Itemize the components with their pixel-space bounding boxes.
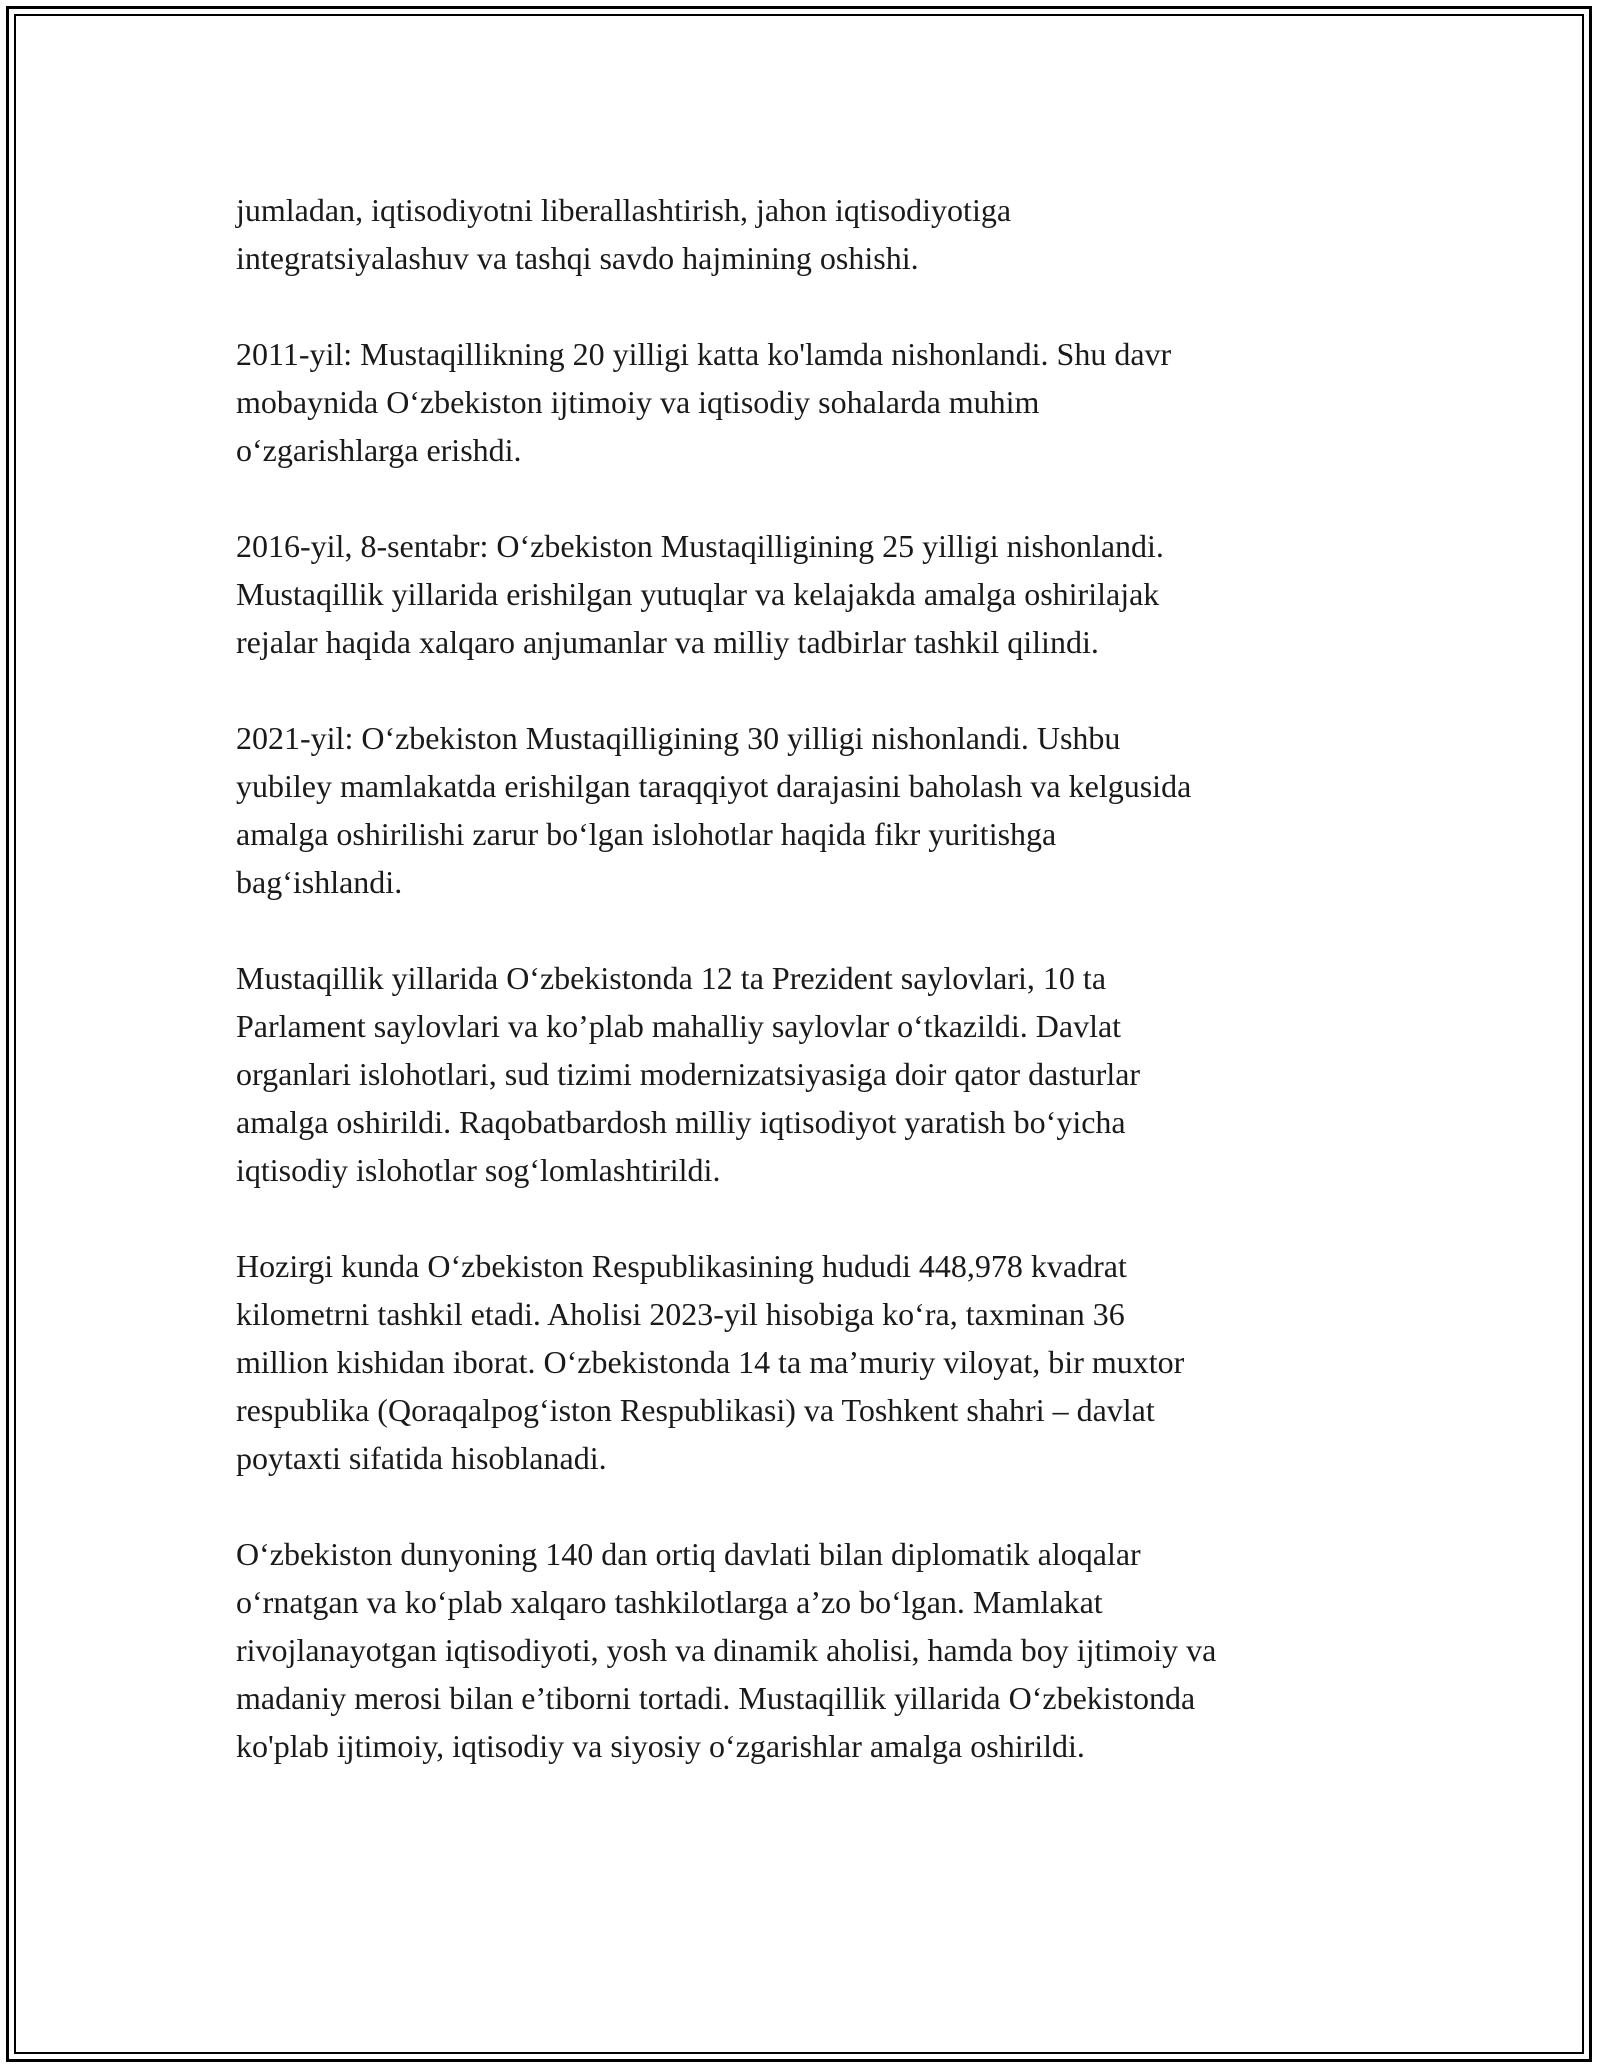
paragraph-elections: Mustaqillik yillarida O‘zbekistonda 12 ta Prezident saylovlari, 10 ta Parlament saylovlari va ko’plab mahalliy saylovlar o‘tkazildi. Davlat organlari islohotlari, sud tizimi modernizatsiyasiga doir qator dasturlar amalga oshirildi. Raqobatbardosh milliy iqtisodiyot yaratish bo‘yicha iqtisodiy islohotlar sog‘lomlashtirildi.: [236, 960, 1141, 1188]
paragraph-diplomacy: O‘zbekiston dunyoning 140 dan ortiq davlati bilan diplomatik aloqalar o‘rnatgan va ko‘plab xalqaro tashkilotlarga a’zo bo‘lgan. Mamlakat rivojlanayotgan iqtisodiyoti, yosh va dinamik aholisi, hamda boy ijtimoiy va madaniy merosi bilan e’tiborni tortadi. Mustaqillik yillarida O‘zbekistonda ko'plab ijtimoiy, iqtisodiy va siyosiy o‘zgarishlar amalga oshirildi.: [236, 1536, 1217, 1764]
paragraph-economic-integration: jumladan, iqtisodiyotni liberallashtirish, jahon iqtisodiyotiga integratsiyalashuv va tashqi savdo hajmining oshishi.: [236, 192, 1012, 276]
paragraph-2021: 2021-yil: O‘zbekiston Mustaqilligining 30 yilligi nishonlandi. Ushbu yubiley mamlakatda erishilgan taraqqiyot darajasini baholash va kelgusida amalga oshirilishi zarur bo‘lgan islohotlar haqida fikr yuritishga bag‘ishlandi.: [236, 720, 1192, 900]
paragraph-territory: Hozirgi kunda O‘zbekiston Respublikasining hududi 448,978 kvadrat kilometrni tashkil etadi. Aholisi 2023-yil hisobiga ko‘ra, taxminan 36 million kishidan iborat. O‘zbekistonda 14 ta ma’muriy viloyat, bir muxtor respublika (Qoraqalpog‘iston Respublikasi) va Toshkent shahri – davlat poytaxti sifatida hisoblanadi.: [236, 1248, 1185, 1476]
paragraph-2016: 2016-yil, 8-sentabr: O‘zbekiston Mustaqilligining 25 yilligi nishonlandi. Mustaqillik yillarida erishilgan yutuqlar va kelajakda amalga oshirilajak rejalar haqida xalqaro anjumanlar va milliy tadbirlar tashkil qilindi.: [236, 528, 1164, 660]
document-body: [236, 186, 1396, 1818]
paragraph-2011: 2011-yil: Mustaqillikning 20 yilligi katta ko'lamda nishonlandi. Shu davr mobaynida O‘zbekiston ijtimoiy va iqtisodiy sohalarda muhim o‘zgarishlarga erishdi.: [236, 336, 1172, 468]
